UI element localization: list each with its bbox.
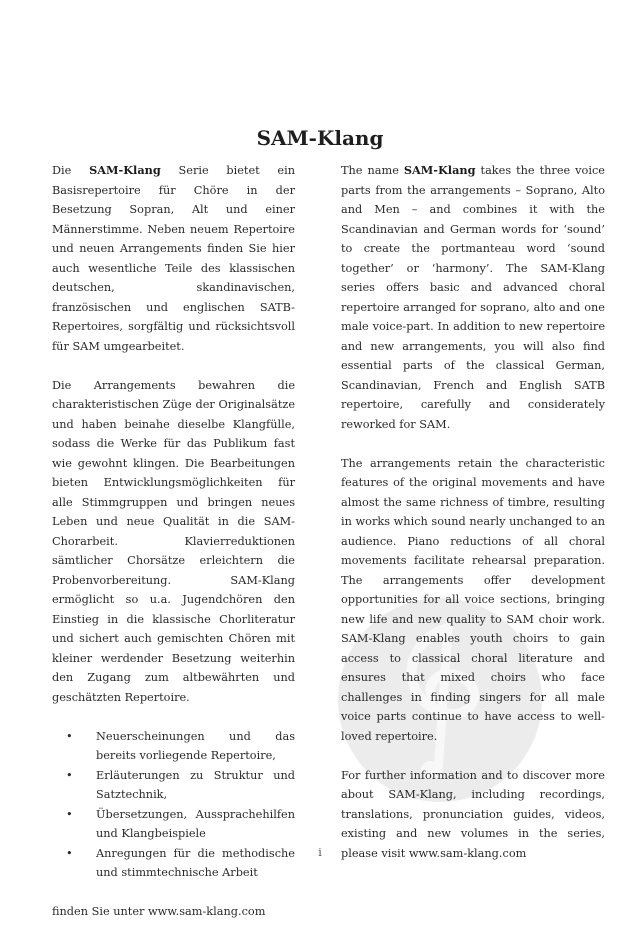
german-column [52,161,295,941]
brand-name: SAM-Klang [403,163,476,177]
english-column [341,161,605,883]
german-closing-line: finden Sie unter www.sam-klang.com [52,905,266,918]
page-number: i [318,846,322,859]
brand-name: SAM-Klang [89,163,161,177]
list-item: • Erläuterungen zu Struktur und Satztechnik, [52,766,295,805]
english-info-paragraph: For further information and to discover more about SAM-Klang, including recordings, translations, pronunciation guides, videos, existing and new volumes in the series, please visit www.sam-klang.com [341,768,605,860]
list-item: • Übersetzungen, Aussprachehilfen und Klangbeispiele [52,805,295,844]
english-intro-paragraph: The name SAM-Klang takes the three voice parts from the arrangements – Soprano, Alto and Men – and combines it with the Scandinavian and German words for ‘sound’ to create the portmanteau word ‘sound together’ or ‘harmony’. The SAM-Klang series offers basic and advanced choral repertoire arranged for soprano, alto and one male voice-part. In addition to new repertoire and new arrangements, you will also find essential parts of the classical German, Scandinavian, French and English SATB repertoire, carefully and considerately reworked for SAM. [341,163,605,431]
german-arrangements-paragraph: Die Arrangements bewahren die charakteristischen Züge der Originalsätze und haben beinahe dieselbe Klangfülle, sodass die Werke für das Publikum fast wie gewohnt klingen. Die Bearbeitungen bieten Entwicklungsmöglichkeiten für alle Stimmgruppen und bringen neues Leben und neue Qualität in die SAM-Chorarbeit. Klavierreduktionen sämtlicher Chorsätze erleichtern die Probenvorbereitung. SAM-Klang ermöglicht so u.a. Jugendchören den Einstieg in die klassische Chorliteratur und sichert auch gemischten Chören mit kleiner werdender Besetzung weiterhin den Zugang zum altbewährten und geschätzten Repertoire. [52,378,295,704]
list-item: • Anregungen für die methodische und stimmtechnische Arbeit [52,844,295,883]
english-arrangements-paragraph: The arrangements retain the characteristic features of the original movements and have almost the same richness of timbre, resulting in works which sound nearly unchanged to an audience. Piano reductions of all choral movements facilitate rehearsal preparation. The arrangements offer development opportunities for all voice sections, bringing new life and new quality to SAM choir work. SAM-Klang enables youth choirs to gain access to classical choral literature and ensures that mixed choirs who face challenges in finding singers for all male voice parts continue to have access to well-loved repertoire. [341,456,605,743]
german-intro-paragraph: Die SAM-Klang Serie bietet ein Basisrepertoire für Chöre in der Besetzung Sopran, Alt und einer Männerstimme. Neben neuem Repertoire und neuen Arrangements finden Sie hier auch wesentliche Teile des klassischen deutschen, skandinavischen, französischen und englischen SATB-Repertoires, sorgfältig und rücksichtsvoll für SAM umgearbeitet. [52,163,296,353]
list-item: • Neuerscheinungen und das bereits vorliegende Repertoire, [52,727,295,766]
page-title: SAM-Klang [256,126,384,151]
german-feature-list [52,727,295,883]
